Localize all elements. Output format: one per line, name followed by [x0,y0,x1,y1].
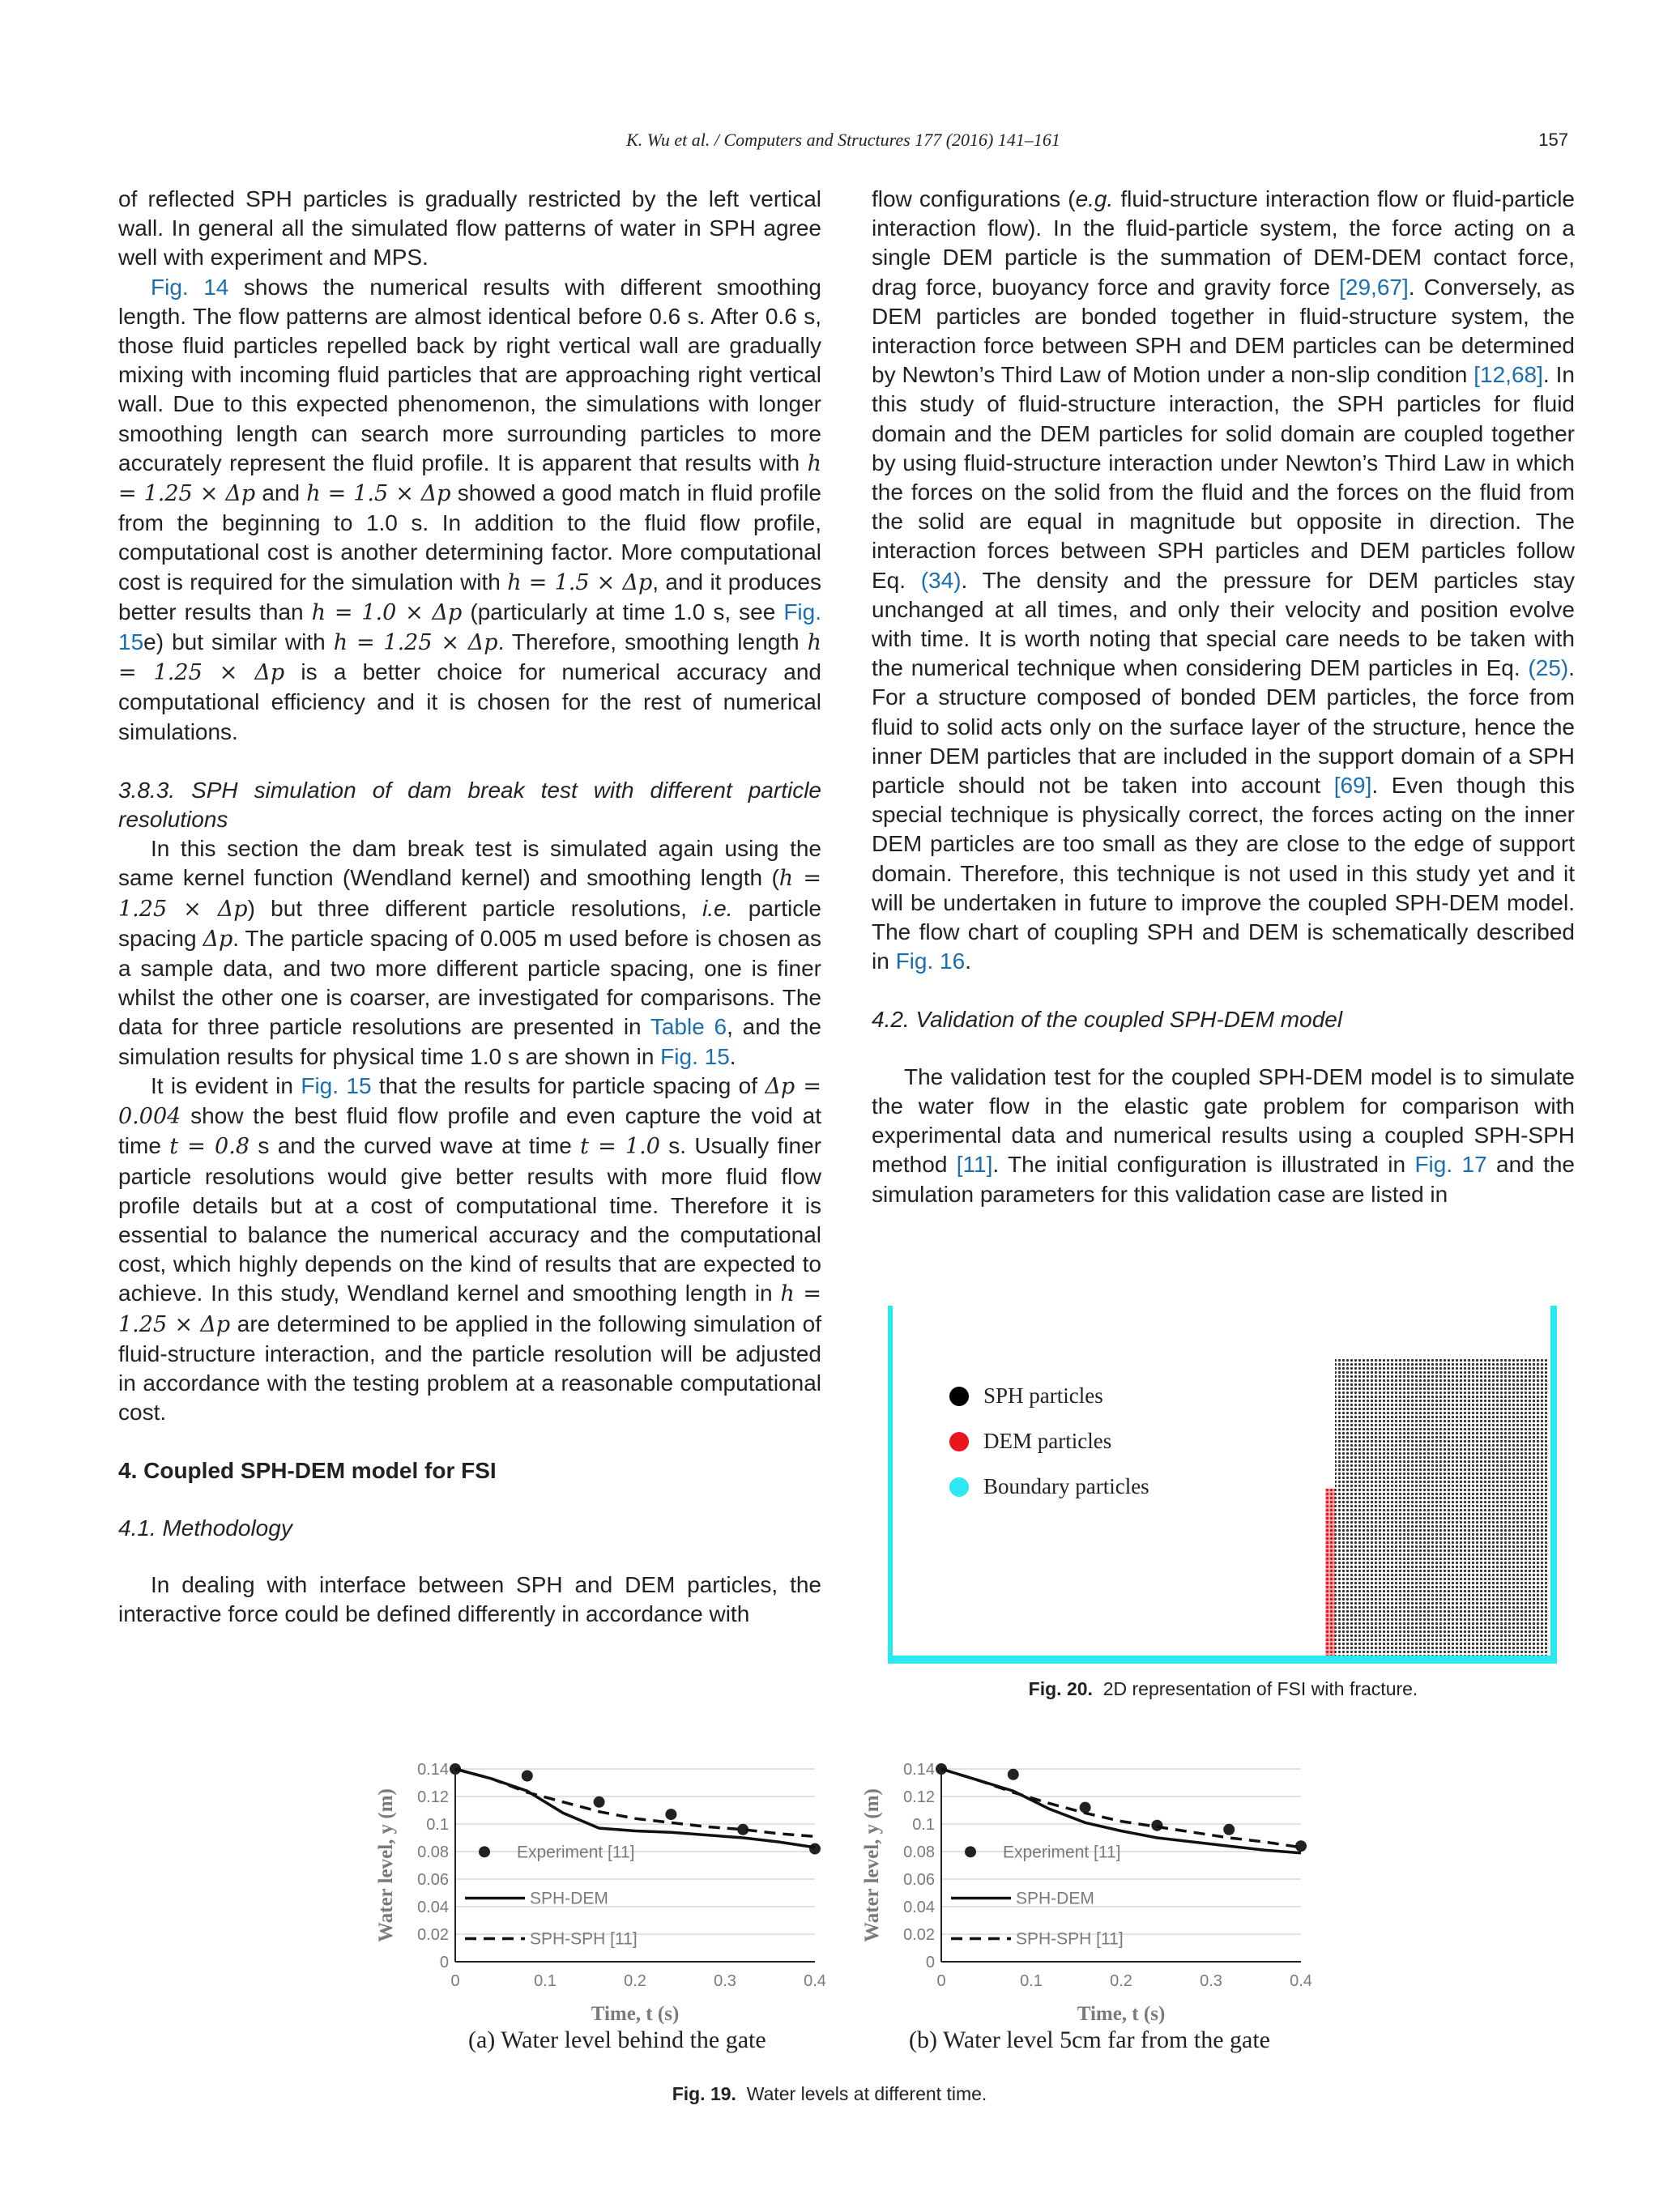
text-run: . [965,948,971,974]
x-tick-label: 0.2 [624,1972,646,1990]
math-run: h = 1.25 × Δp [118,450,821,507]
text-run: . The initial configuration is illustrated in [992,1152,1415,1178]
text-run: particle spacing [118,895,822,951]
x-tick-label: 0.4 [1290,1972,1312,1990]
math-run: h = 1.5 × Δp [306,481,451,507]
x-axis-label: Time, t (s) [591,2003,680,2025]
x-tick-label: 0 [936,1972,946,1990]
y-tick-label: 0.14 [903,1761,935,1779]
subcaption-a: (a) Water level behind the gate [468,2027,766,2053]
y-tick-label: 0.14 [417,1761,449,1779]
dem-solid-gate [1325,1489,1335,1656]
y-axis-label: Water level, y (m) [375,1788,397,1942]
paragraph-smoothing-length [118,273,821,747]
text-run: In this section the dam break test is simulated again using the same kernel function (Wendland kernel) and smoothing length ( [118,836,821,891]
text-run: . [729,1043,736,1069]
boundary-left-wall [888,1306,893,1664]
text-run: ) but three different particle resolutions, [247,895,703,921]
y-tick-label: 0.06 [903,1871,935,1889]
water-level-chart-a [365,1750,834,2025]
y-tick-label: 0.04 [417,1899,449,1916]
text-run: are determined to be applied in the following simulation of fluid-structure interaction, and the particle resolution will be adjusted in accordance with the testing problem at a reasonable computational cost. [118,1311,821,1426]
table6-link[interactable]: Table 6 [650,1014,727,1040]
sph-sph-line [941,1769,1301,1848]
y-tick-label: 0.1 [912,1816,935,1834]
caption-text: Water levels at different time. [746,2083,987,2104]
fig15-link[interactable]: Fig. 15 [660,1043,730,1069]
experiment-point [1080,1802,1091,1813]
running-header [118,130,1568,159]
text-run: . In this study of fluid-structure interaction, the SPH particles for fluid domain and the DEM particles for solid domain are coupled together by using fluid-structure interaction under Newton’s Third Law in which the forces on the solid from the fluid and the forces on the fluid from the solid are equal in magnitude but opposite in direction. The interaction forces between SPH particles and DEM particles follow Eq. [872,362,1575,593]
text-run: . The particle spacing of 0.005 m used before is chosen as a sample data, and two more different particle spacing, one is finer whilst the other one is coarser, are investigated for comparisons. The data for three particle resolutions are presented in [118,925,821,1040]
text-run: The validation test for the coupled SPH-DEM model is to simulate the water flow in the elastic gate problem for comparison with experimental data and numerical results using a coupled SPH-SPH method [872,1063,1575,1178]
x-tick-label: 0 [450,1972,460,1990]
experiment-point [522,1771,533,1782]
text-run: . Therefore, smoothing length [497,629,808,655]
figure-19-caption [0,2083,1659,2105]
math-run: Δp = 0.004 [118,1073,821,1130]
text-run: shows the numerical results with different smoothing length. The flow patterns are almost identical before 0.6 s. After 0.6 s, those fluid particles repelled back by right vertical wall are gradually mixing with incoming fluid particles that are approaching right vertical wall. Due to this expected phenomenon, the simulations with longer smoothing length can search more surrounding particles to more accurately represent the fluid profile. It is apparent that results with [118,274,821,475]
text-run: fluid-structure interaction flow or fluid-particle interaction flow). In the fluid-particle system, the force acting on a single DEM particle is the summation of DEM-DEM contact force, drag force, buoyancy force and gravity force [872,186,1575,300]
caption-label: Fig. 19. [672,2083,736,2104]
x-tick-label: 0.1 [1020,1972,1043,1990]
x-tick-label: 0.2 [1110,1972,1132,1990]
figure-20-caption [872,1678,1575,1700]
math-run: h = 1.25 × Δp [333,630,498,656]
sph-dem-line [455,1769,815,1848]
y-tick-label: 0.06 [417,1871,449,1889]
experiment-point [1223,1824,1235,1835]
sph-legend-marker [949,1387,969,1406]
math-run: t = 0.8 [169,1134,249,1160]
fig14-link[interactable]: Fig. 14 [151,274,229,300]
text-run: showed a good match in fluid profile from the beginning to 1.0 s. In addition to the fluid flow profile, computational cost is another determining factor. More computational cost is required for the simulation with [118,480,821,595]
caption-label: Fig. 20. [1028,1678,1093,1699]
legend-marker-experiment [479,1846,490,1857]
sph-fluid-block [1335,1359,1549,1656]
text-run: that the results for particle spacing of [371,1072,766,1098]
x-tick-label: 0.4 [804,1972,826,1990]
text-run: and [255,480,307,506]
y-tick-label: 0.02 [903,1926,935,1944]
text-run: show the best fluid flow profile and even capture the void at time [118,1103,821,1159]
text-run: is a better choice for numerical accuracy and computational efficiency and it is chosen for the rest of numerical simulations. [118,659,821,744]
text-run: . For a structure composed of bonded DEM particles, the force from fluid to solid acts only on the surface layer of the structure, hence the inner DEM particles that are included in the support domain of a SPH particle should not be taken into account [872,655,1575,799]
y-tick-label: 0.1 [426,1816,449,1834]
boundary-right-wall [1550,1306,1557,1664]
math-run: h = 1.5 × Δp [507,569,653,595]
text-run: and the simulation parameters for this validation case are listed in [872,1152,1576,1207]
subcaption-b: (b) Water level 5cm far from the gate [909,2027,1270,2053]
y-tick-label: 0.04 [903,1899,935,1916]
y-tick-label: 0.02 [417,1926,449,1944]
legend-marker-experiment [965,1846,976,1857]
x-axis-label: Time, t (s) [1077,2003,1166,2025]
left-column [118,185,821,1629]
dem-legend-label: DEM particles [983,1429,1112,1453]
subsection-heading-4-1: 4.1. Methodology [118,1515,292,1541]
text-run: i.e. [702,895,733,921]
math-run: h = 1.25 × Δp [118,1281,821,1337]
y-tick-label: 0.12 [903,1788,935,1806]
text-run: e) but similar with [143,629,334,655]
text-run: e.g. [1075,186,1114,211]
text-run: , and it produces better results than [118,569,821,624]
paragraph-particle-resolutions [118,834,821,1072]
legend-label-sph-sph: SPH-SPH [11] [530,1929,638,1949]
paragraph-methodology: In dealing with interface between SPH and DEM particles, the interactive force could be defined differently in accordance with [118,1571,821,1626]
fig17-link[interactable]: Fig. 17 [1414,1152,1487,1178]
water-level-chart-b [851,1750,1320,2025]
eq25-link[interactable]: (25) [1528,655,1569,681]
experiment-point [1008,1769,1019,1780]
fig15-link[interactable]: Fig. 15 [301,1072,372,1098]
y-tick-label: 0.08 [903,1843,935,1861]
boundary-legend-marker [949,1477,969,1497]
ref-11-link[interactable]: [11] [956,1152,993,1178]
text-run: , and the simulation results for physical time 1.0 s are shown in [118,1014,822,1069]
text-run: . The density and the pressure for DEM particles stay unchanged at all times, and only their velocity and position evolve with time. It is worth noting that special care needs to be taken with the numerical technique when considering DEM particles in Eq. [872,567,1575,681]
legend-label-sph-dem: SPH-DEM [530,1889,608,1908]
sph-dem-line [941,1769,1301,1853]
y-tick-label: 0.12 [417,1788,449,1806]
legend-label-sph-dem: SPH-DEM [1016,1889,1094,1908]
page-number: 157 [1538,130,1568,150]
boundary-legend-label: Boundary particles [983,1474,1149,1498]
legend-label-experiment: Experiment [11] [1003,1843,1121,1862]
text-run: (particularly at time 1.0 s, see [462,599,784,624]
dem-legend-marker [949,1432,969,1451]
section-heading-4: 4. Coupled SPH-DEM model for FSI [118,1458,497,1484]
text-run: . Even though this special technique is physically correct, the forces acting on the inner DEM particles are too small as they are close to the edge of support domain. Therefore, this technique is not used in this study yet and it will be undertaken in future to improve the coupled SPH-DEM model. The flow chart of coupling SPH and DEM is schematically described in [872,773,1575,974]
eq34-link[interactable]: (34) [920,567,962,593]
sph-sph-line [455,1769,815,1836]
legend-label-experiment: Experiment [11] [517,1843,635,1862]
text-run: s and the curved wave at time [249,1133,581,1159]
math-run: Δp [203,926,233,952]
paragraph-flow-configurations [872,185,1575,976]
ref-29-67-link[interactable]: [29,67] [1339,274,1409,300]
boundary-bottom-wall [888,1656,1557,1664]
subsection-heading-4-2: 4.2. Validation of the coupled SPH-DEM model [872,1007,1343,1033]
sph-legend-label: SPH particles [983,1383,1103,1408]
fig16-link[interactable]: Fig. 16 [895,948,966,974]
math-run: t = 1.0 [580,1134,660,1160]
math-run: h = 1.25 × Δp [118,866,821,922]
subsection-heading-3-8-3: 3.8.3. SPH simulation of dam break test with different particle resolutions [118,777,821,833]
text-run: It is evident in [151,1072,301,1098]
text-run: s. Usually finer particle resolutions would give better results with more fluid flow profile details but at a cost of computational time. Therefore it is essential to balance the numerical accuracy and the computational cost, which highly depends on the kind of results that are expected to achieve. In this study, Wendland kernel and smoothing length in [118,1133,821,1306]
ref-12-68-link[interactable]: [12,68] [1473,362,1543,388]
figure-20 [888,1306,1557,1664]
y-tick-label: 0 [925,1954,935,1971]
ref-69-link[interactable]: [69] [1333,773,1372,799]
x-tick-label: 0.3 [714,1972,736,1990]
math-run: h = 1.0 × Δp [311,599,463,625]
x-tick-label: 0.1 [534,1972,557,1990]
math-run: h = 1.25 × Δp [118,630,821,686]
experiment-point [665,1809,676,1820]
paragraph-validation [872,1063,1575,1209]
text-run: flow configurations ( [872,186,1076,211]
y-axis-label: Water level, y (m) [861,1788,883,1942]
y-tick-label: 0 [439,1954,449,1971]
y-tick-label: 0.08 [417,1843,449,1861]
text-run: . Conversely, as DEM particles are bonded together in fluid-structure system, the interaction force between SPH and DEM particles can be determined by Newton’s Third Law of Motion under a non-slip condition [872,274,1575,388]
legend-label-sph-sph: SPH-SPH [11] [1016,1929,1124,1949]
running-title: K. Wu et al. / Computers and Structures 177 (2016) 141–161 [626,130,1060,150]
x-tick-label: 0.3 [1200,1972,1222,1990]
caption-text: 2D representation of FSI with fracture. [1102,1678,1418,1699]
experiment-point [594,1796,605,1808]
experiment-point [809,1843,821,1855]
paragraph-continued: of reflected SPH particles is gradually restricted by the left vertical wall. In general all the simulated flow patterns of water in SPH agree well with experiment and MPS. [118,186,821,271]
fig15-link[interactable]: Fig. 15 [118,599,822,655]
right-column [872,185,1575,1209]
paragraph-evident [118,1072,821,1427]
